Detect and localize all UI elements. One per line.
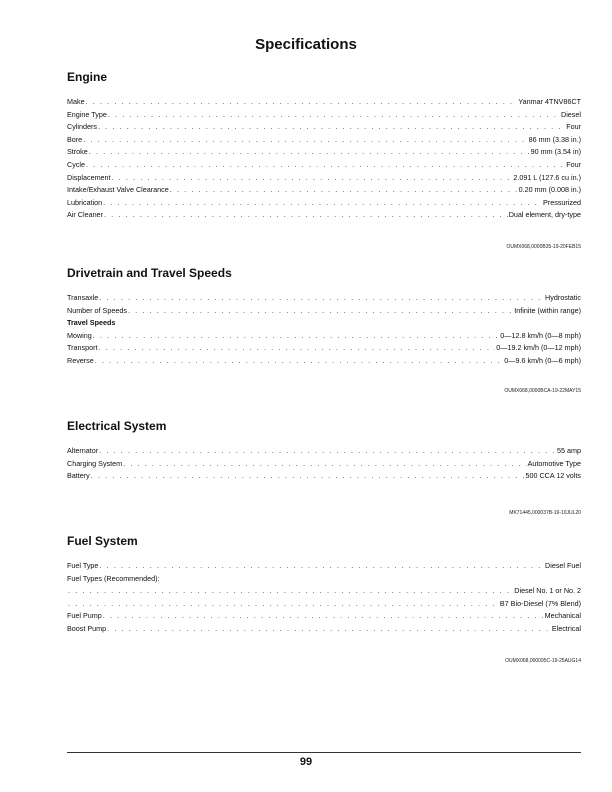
- section-heading-drivetrain: Drivetrain and Travel Speeds: [67, 266, 232, 280]
- dot-leader: [86, 159, 565, 172]
- section-heading-fuel: Fuel System: [67, 534, 138, 548]
- spec-value: Diesel Fuel: [545, 561, 581, 570]
- dot-leader: [83, 134, 527, 147]
- spec-value: Mechanical: [544, 611, 581, 621]
- section-engine: [67, 70, 581, 250]
- spec-value: 2.091 L (127.6 cu in.): [513, 172, 581, 182]
- document-code: OUMX068,0000B35-19-20FEB15: [506, 243, 581, 250]
- spec-value: Diesel No. 1 or No. 2: [514, 586, 581, 596]
- spec-value: 0—9.6 km/h (0—6 mph): [504, 355, 581, 365]
- dot-leader: [128, 305, 513, 318]
- dot-leader: [68, 598, 499, 611]
- spec-label: Reverse: [67, 355, 94, 365]
- spec-list-engine: [67, 96, 581, 222]
- spec-list-travel-speeds: [67, 330, 581, 368]
- spec-value: B7 Bio-Diesel (7% Blend): [499, 598, 581, 608]
- spec-value: Infinite (within range): [514, 305, 581, 315]
- page-title: Specifications: [255, 36, 357, 53]
- dot-leader: [93, 330, 500, 343]
- dot-leader: [91, 470, 525, 483]
- subheading-travel-speeds: Travel Speeds: [67, 318, 116, 328]
- dot-leader: [103, 610, 544, 623]
- spec-value: 500 CCA 12 volts: [525, 471, 581, 481]
- document-code: OUMX068,0000BCA-19-22MAY15: [504, 387, 581, 394]
- spec-label: Battery: [67, 471, 90, 481]
- spec-value: Hydrostatic: [545, 293, 581, 302]
- section-heading-engine: Engine: [67, 70, 108, 84]
- spec-label: Alternator: [67, 446, 99, 455]
- spec-value: 0.20 mm (0.008 in.): [518, 185, 581, 195]
- dot-leader: [170, 184, 518, 197]
- spec-label: Transport: [67, 343, 98, 353]
- spec-value: 90 mm (3.54 in): [530, 147, 581, 157]
- spec-row: [67, 197, 581, 210]
- footer-divider: [67, 752, 581, 753]
- spec-label: Bore: [67, 134, 83, 144]
- spec-row: [67, 172, 581, 185]
- dot-leader: [89, 146, 530, 159]
- spec-label: Make: [67, 97, 85, 106]
- section-drivetrain: [67, 266, 581, 394]
- spec-value: 86 mm (3.38 in.): [528, 134, 581, 144]
- dot-leader: [68, 585, 513, 598]
- dot-leader: [99, 445, 556, 458]
- spec-row: [67, 146, 581, 159]
- spec-label: Engine Type: [67, 109, 107, 119]
- spec-row: [67, 96, 581, 109]
- spec-label: Intake/Exhaust Valve Clearance: [67, 185, 169, 195]
- spec-row: [67, 330, 581, 343]
- spec-label: Number of Speeds: [67, 305, 127, 315]
- spec-row: [67, 159, 581, 172]
- spec-value: Four: [566, 159, 581, 169]
- spec-row: [67, 121, 581, 134]
- dot-leader: [123, 458, 526, 471]
- spec-value: Yanmar 4TNV86CT: [518, 97, 581, 106]
- spec-value: Dual element, dry-type: [508, 210, 581, 220]
- spec-label: Displacement: [67, 172, 111, 182]
- spec-row: [67, 445, 581, 458]
- spec-label: Charging System: [67, 458, 123, 468]
- section-electrical: [67, 419, 581, 516]
- page-number: 99: [299, 756, 313, 768]
- spec-label: Fuel Type: [67, 561, 99, 570]
- dot-leader: [99, 342, 496, 355]
- dot-leader: [98, 121, 565, 134]
- spec-row: [67, 458, 581, 471]
- spec-label: Lubrication: [67, 197, 103, 207]
- dot-leader: [99, 292, 544, 305]
- dot-leader: [99, 560, 544, 573]
- spec-label: Mowing: [67, 330, 92, 340]
- spec-label: Cycle: [67, 159, 85, 169]
- dot-leader: [95, 355, 504, 368]
- dot-leader: [107, 623, 551, 636]
- spec-row: [67, 470, 581, 483]
- spec-list-recommended-fuels: [67, 585, 581, 610]
- dot-leader: [104, 209, 508, 222]
- spec-label: Transaxle: [67, 293, 99, 302]
- spec-value: 0—19.2 km/h (0—12 mph): [496, 343, 581, 353]
- spec-label: Stroke: [67, 147, 88, 157]
- spec-row: [67, 623, 581, 636]
- spec-value: Electrical: [551, 623, 581, 633]
- spec-row: [67, 184, 581, 197]
- spec-row: [67, 560, 581, 573]
- spec-row: [67, 109, 581, 122]
- document-code: OUMX068,000095C-19-25AUG14: [505, 657, 581, 664]
- dot-leader: [103, 197, 542, 210]
- spec-row: [67, 610, 581, 623]
- spec-row: [67, 292, 581, 305]
- dot-leader: [112, 172, 513, 185]
- spec-value: Diesel: [561, 109, 581, 119]
- spec-row: [67, 598, 581, 611]
- spec-value: 0—12.8 km/h (0—8 mph): [500, 330, 581, 340]
- spec-row: [67, 355, 581, 368]
- section-fuel: [67, 534, 581, 664]
- spec-label: Boost Pump: [67, 623, 107, 633]
- spec-list-fuel: [67, 610, 581, 635]
- recommended-fuel-label: Fuel Types (Recommended):: [67, 573, 160, 583]
- dot-leader: [108, 109, 560, 122]
- spec-value: 55 amp: [557, 446, 581, 455]
- spec-row: [67, 209, 581, 222]
- section-heading-electrical: Electrical System: [67, 419, 167, 433]
- spec-value: Pressurized: [543, 197, 581, 207]
- spec-row: [67, 585, 581, 598]
- spec-list-drivetrain-top: [67, 292, 581, 317]
- spec-label: Fuel Pump: [67, 611, 102, 621]
- spec-label: Air Cleaner: [67, 210, 103, 220]
- spec-list-electrical: [67, 445, 581, 483]
- dot-leader: [86, 96, 518, 109]
- spec-row: [67, 342, 581, 355]
- spec-label: Cylinders: [67, 122, 97, 132]
- spec-row: [67, 134, 581, 147]
- spec-row: [67, 305, 581, 318]
- document-code: MK71445,000037B-19-10JUL20: [509, 509, 581, 516]
- spec-value: Four: [566, 122, 581, 132]
- spec-value: Automotive Type: [527, 458, 581, 468]
